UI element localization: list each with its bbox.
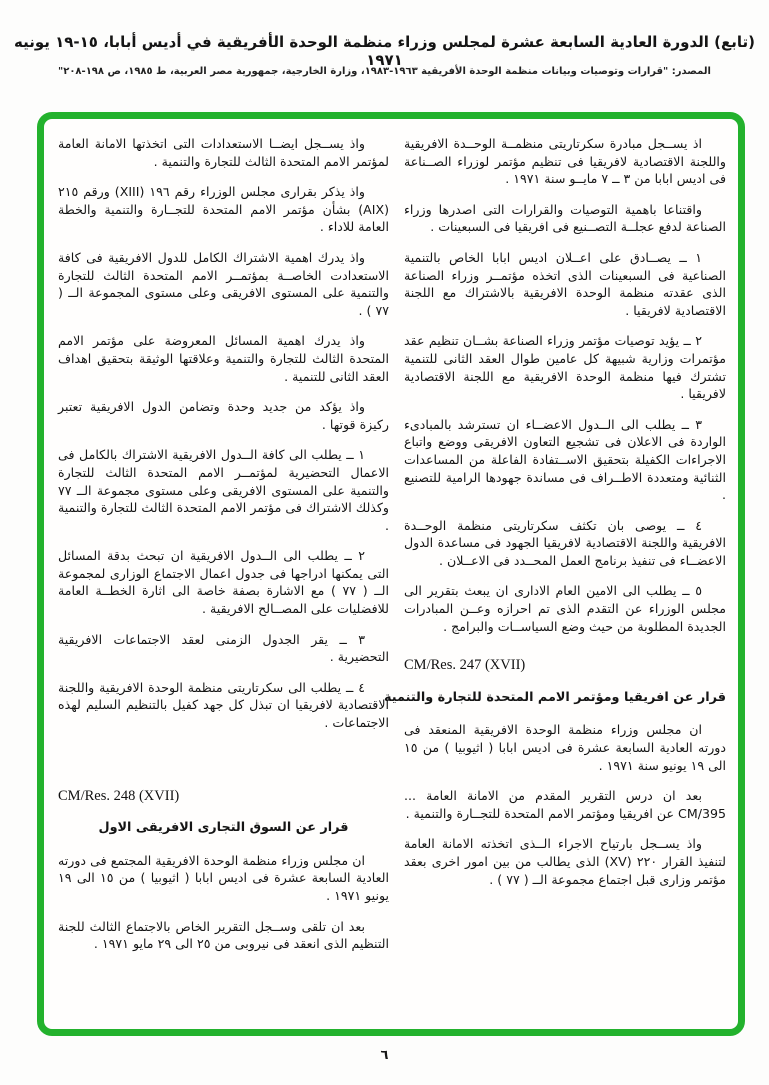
operative-clause: ٢ ــ يطلب الى الــدول الافريقية ان تبحث بدقة المسائل التى يمكنها ادراجها فى جدول اعمال الاجتماع الوزارى لمجموعة الــ ( ٧٧ ) مع الاشارة بصفة خاصة الى اثارة الخطــة العامة للافضليات على المصــالح الافريقية . <box>58 548 389 617</box>
page-title: (تابع) الدورة العادية السابعة عشرة لمجلس وزراء منظمة الوحدة الأفريقية في أديس أبابا، ١٥-١٩ يونيه ١٩٧١ <box>13 33 755 69</box>
operative-clause: ٤ ــ يوصى بان تكثف سكرتاريتى منظمة الوحــدة الافريقية واللجنة الاقتصادية لافريقيا الجهود فى مساعدة الدول الاعضــاء فى تنفيذ برنامج العمل المحــدد فى الاعــلان . <box>404 517 726 568</box>
source-line: المصدر: "قرارات وتوصيات وبيانات منظمة الوحدة الأفريقية ١٩٦٣-١٩٨٣، وزارة الخارجية، جمهورية مصر العربية، ط ١٩٨٥، ص ١٩٨-٢٠٨" <box>58 66 711 77</box>
resolution-title: قرار عن السوق التجارى الافريقى الاول <box>98 820 349 836</box>
preamble-paragraph: واذ يســجل بارتياح الاجراء الــذى اتخذته الامانة العامة لتنفيذ القرار ٢٢٠ (XV) الذى يطالب من بين امور اخرى بعقد مؤتمر وزارى قبل اجتماع مجموعة الــ ( ٧٧ ) . <box>404 836 726 887</box>
column-right <box>384 135 726 1017</box>
preamble-paragraph: واذ يســجل ايضــا الاستعدادات التى اتخذتها الامانة العامة لمؤتمر الامم المتحدة الثالث للتجارة والتنمية . <box>58 136 389 169</box>
preamble-paragraph: واذ يدرك اهمية المسائل المعروضة على مؤتمر الامم المتحدة الثالث للتجارة والتنمية وعلاقتها الوثيقة بتحقيق اهداف العقد الثانى للتنمية . <box>58 333 389 384</box>
resolution-label: CM/Res. 247 (XVII) <box>404 657 526 674</box>
preamble-paragraph: واذ يذكر بقرارى مجلس الوزراء رقم ١٩٦ (XIII) ورقم ٢١٥ (AIX) بشأن مؤتمر الامم المتحدة للتجــارة والتنمية والخطة العامة للاداء . <box>58 184 389 235</box>
preamble-paragraph: ان مجلس وزراء منظمة الوحدة الافريقية المجتمع فى دورته العادية السابعة عشرة فى اديس ابابا ( اثيوبيا ) من ١٥ الى ١٩ يونيو ١٩٧١ . <box>58 852 389 903</box>
resolution-label: CM/Res. 248 (XVII) <box>58 787 180 804</box>
operative-clause: ٣ ــ يقر الجدول الزمنى لعقد الاجتماعات الافريقية التحضيرية . <box>58 631 389 665</box>
preamble-paragraph: بعد ان درس التقرير المقدم من الامانة العامة ... CM/395 عن افريقيا ومؤتمر الامم المتحدة للتجــارة والتنمية . <box>404 788 726 821</box>
preamble-paragraph: واذ يدرك اهمية الاشتراك الكامل للدول الافريقية فى كافة الاستعدادت الخاصــة بمؤتمــر الامم المتحدة الثالث للتجارة والتنمية على المستوى الافريقى وعلى مستوى المجموعة الــ ( ٧٧ ) . <box>58 249 389 318</box>
resolution-title: قرار عن افريقيا ومؤتمر الامم المتحدة للتجارة والتنمية <box>384 689 726 705</box>
operative-clause: ٥ ــ يطلب الى الامين العام الادارى ان يبعث بتقرير الى مجلس الوزراء عن التقدم الذى تم احرازه وعــن المبادرات الجديدة المطلوبة من حيث وضع السياســات والبرامج . <box>404 583 726 634</box>
page-number: ٦ <box>380 1048 389 1063</box>
column-left <box>58 135 389 1017</box>
two-column-layout <box>58 135 726 1017</box>
operative-clause: ٣ ــ يطلب الى الــدول الاعضــاء ان تسترشد بالمبادىء الواردة فى الاعلان فى تشجيع التعاون الافريقى ووضع واتباع الاجراءات الكفيلة بتحقيق الاســتفادة الفاعلة من المساعدات الثنائية ومتعددة الاطــراف فى مساندة جهودها الرامية للتصنيع . <box>404 416 726 503</box>
operative-clause: ١ ــ يطلب الى كافة الــدول الافريقية الاشتراك بالكامل فى الاعمال التحضيرية لمؤتمــر الامم المتحدة الثالث للتجارة والتنمية على المستوى الافريقى وعلى مستوى مجموعة الــ ٧٧ وكذلك الاشتراك فى مؤتمر الامم المتحدة الثالث للتجارة والتنمية . <box>58 447 389 533</box>
preamble-paragraph: بعد ان تلقى وســجل التقرير الخاص بالاجتماع الثالث للجنة التنظيم الذى انعقد فى نيروبى من ٢٥ الى ٢٩ مايو ١٩٧١ . <box>58 918 389 952</box>
preamble-paragraph: واذ يؤكد من جديد وحدة وتضامن الدول الافريقية تعتبر ركيزة قوتها . <box>58 399 389 432</box>
preamble-paragraph: ان مجلس وزراء منظمة الوحدة الافريقية المنعقد فى دورته العادية السابعة عشرة فى اديس ابابا ( اثيوبيا ) من ١٥ الى ١٩ يونيو سنة ١٩٧١ . <box>404 722 726 773</box>
operative-clause: ٢ ــ يؤيد توصيات مؤتمر وزراء الصناعة بشــان تنظيم عقد مؤتمرات وزارية شبيهة كل عامين طوال العقد الثانى للتنمية تشترك فيها منظمة الوحدة الافريقية مع اللجنة الاقتصادية لافريقيا . <box>404 333 726 402</box>
operative-clause: ٤ ــ يطلب الى سكرتاريتى منظمة الوحدة الافريقية واللجنة الاقتصادية لافريقيا ان تبذل كل جهد كفيل بالتنظيم السليم لهذه الاجتماعات . <box>58 679 389 731</box>
preamble-paragraph: اذ يســجل مبادرة سكرتاريتى منظمــة الوحــدة الافريقية واللجنة الاقتصادية لافريقيا فى تنظيم مؤتمر لوزراء الصــناعة فى اديس ابابا من ٣ ــ ٧ مايــو سنة ١٩٧١ . <box>404 136 726 187</box>
document-frame <box>37 112 745 1036</box>
operative-clause: ١ ــ يصــادق على اعــلان اديس ابابا الخاص بالتنمية الصناعية فى السبعينات الذى اتخذه مؤتمــر وزراء الصناعة الذى عقدته منظمة الوحدة الافريقية بالاشتراك مع اللجنة الاقتصادية لافريقيا . <box>404 249 726 318</box>
preamble-paragraph: واقتناعا باهمية التوصيات والقرارات التى اصدرها وزراء الصناعة لدفع عجلــة التصــنيع فى افريقيا فى السبعينات . <box>404 201 726 235</box>
